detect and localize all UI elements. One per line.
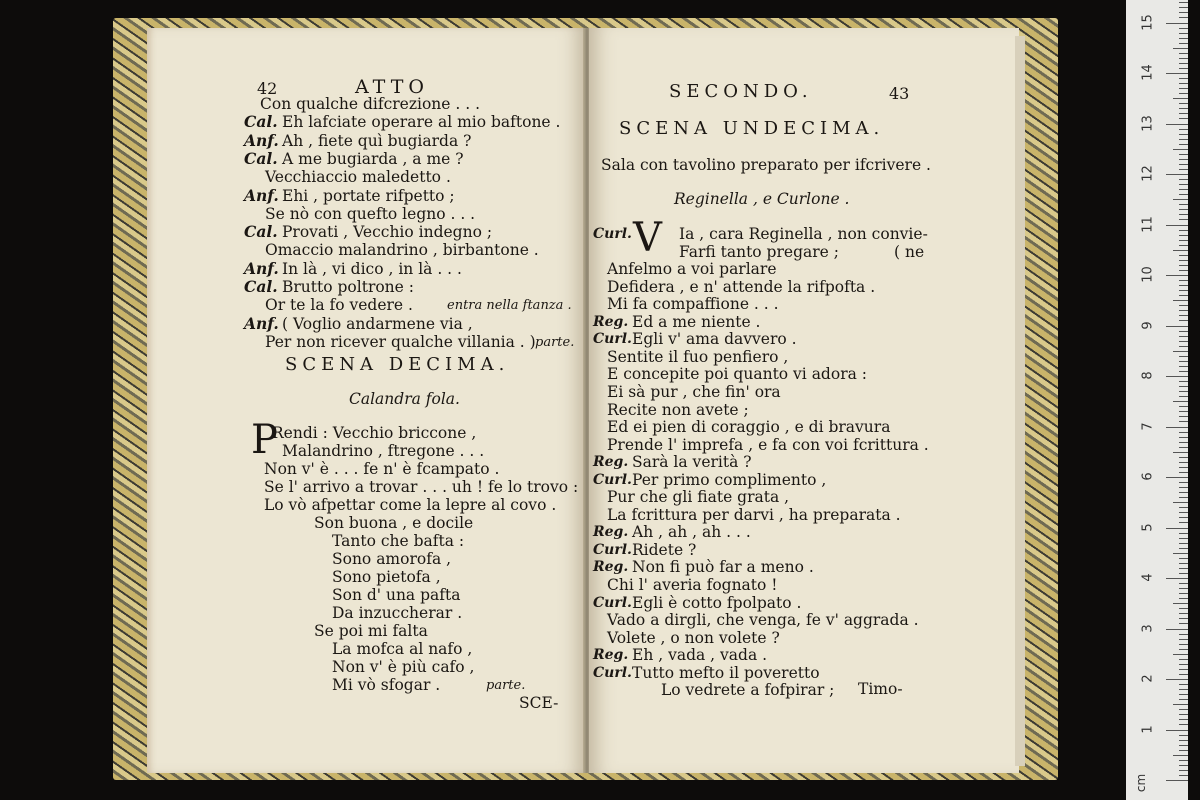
stage-direction: parte.	[486, 678, 526, 693]
dialogue-line: In là , vi dico , in là . . .	[282, 259, 462, 278]
ruler-tick	[1179, 750, 1188, 751]
ruler-tick	[1179, 159, 1188, 160]
scene-title: SCENA DECIMA.	[285, 354, 510, 375]
ruler-tick	[1179, 295, 1188, 296]
ruler-tick	[1179, 437, 1188, 438]
ruler-tick	[1179, 194, 1188, 195]
ruler-tick	[1179, 482, 1188, 483]
verse-line: Son buona , e docile	[314, 514, 474, 532]
ruler-tick	[1166, 225, 1188, 226]
ruler-tick	[1173, 149, 1188, 150]
ruler-tick	[1179, 543, 1188, 544]
ruler-tick	[1179, 432, 1188, 433]
ruler-number: 12	[1140, 165, 1156, 182]
stage-direction: entra nella ftanza .	[447, 298, 572, 314]
dialogue-line: Vado a dirgli, che venga, fe v' aggrada .	[607, 611, 919, 630]
ruler-tick	[1173, 755, 1188, 756]
ruler-tick	[1179, 129, 1188, 130]
scene-title: SCENA UNDECIMA.	[619, 118, 885, 139]
ruler-tick	[1179, 558, 1188, 559]
ruler-tick	[1166, 780, 1188, 781]
drop-capital: P	[251, 417, 278, 463]
dialogue-line: Vecchiaccio maledetto .	[265, 168, 451, 187]
ruler-tick	[1179, 336, 1188, 337]
ruler-tick	[1179, 740, 1188, 741]
ruler-tick	[1179, 219, 1188, 220]
dialogue-line: ( Voglio andarmene via ,	[282, 314, 473, 333]
dialogue-line: A me bugiarda , a me ?	[282, 149, 464, 168]
ruler-tick	[1179, 7, 1188, 8]
dialogue-line: Brutto poltrone :	[282, 278, 414, 296]
ruler-number: 5	[1140, 522, 1156, 532]
ruler-number: 14	[1140, 64, 1156, 81]
stage-direction: parte.	[535, 334, 575, 350]
dialogue-line: Omaccio malandrino , birbantone .	[265, 241, 539, 260]
catchword: Timo-	[858, 680, 903, 698]
ruler-tick	[1179, 12, 1188, 13]
ruler-tick	[1179, 108, 1188, 109]
ruler-tick	[1179, 53, 1188, 54]
page-number: 43	[889, 84, 910, 103]
dialogue-line: Ed ei pien di coraggio , e di bravura	[607, 418, 891, 437]
ruler-tick	[1173, 199, 1188, 200]
ruler-tick	[1179, 134, 1188, 135]
dialogue-line: Ei sà pur , che fin' ora	[607, 382, 781, 401]
ruler-tick	[1179, 608, 1188, 609]
ruler-tick	[1179, 416, 1188, 417]
running-head: ATTO	[355, 76, 429, 98]
speaker-label: Curl.	[593, 226, 632, 242]
ruler-tick	[1179, 533, 1188, 534]
ruler-tick	[1179, 260, 1188, 261]
ruler-tick	[1179, 38, 1188, 39]
speaker-label: Reg.	[593, 454, 629, 471]
ruler-tick	[1179, 406, 1188, 407]
dialogue-line: Chi l' averia fognato !	[607, 576, 778, 594]
ruler-tick	[1179, 305, 1188, 306]
speaker-label: Anf.	[244, 258, 279, 278]
ruler-tick	[1179, 447, 1188, 448]
dialogue-line: Defidera , e n' attende la rifpofta .	[607, 277, 876, 296]
dialogue-line: Ah , fiete quì bugiarda ?	[282, 131, 472, 150]
ruler-tick	[1179, 396, 1188, 397]
ruler-number: 6	[1140, 472, 1156, 481]
speaker-label: Curl.	[593, 664, 632, 681]
ruler-tick	[1179, 265, 1188, 266]
ruler-tick	[1166, 477, 1188, 478]
verse-line: Sono amorofa ,	[332, 550, 452, 568]
dialogue-line: Con qualche difcrezione . . .	[260, 95, 481, 113]
scene-setting: Sala con tavolino preparato per ifcrivere .	[601, 156, 931, 174]
ruler-tick	[1173, 654, 1188, 655]
ruler-tick	[1179, 33, 1188, 34]
ruler-tick	[1179, 43, 1188, 44]
ruler-tick	[1166, 23, 1188, 24]
ruler-tick	[1179, 58, 1188, 59]
ruler-tick	[1179, 164, 1188, 165]
ruler-tick	[1166, 578, 1188, 579]
ruler-tick	[1179, 760, 1188, 761]
ruler-tick	[1179, 775, 1188, 776]
speaker-label: Curl.	[593, 594, 632, 611]
ruler-tick	[1179, 184, 1188, 185]
ruler-tick	[1179, 240, 1188, 241]
ruler-number: 15	[1140, 13, 1156, 31]
speaker-label: Cal.	[244, 148, 278, 168]
turnover-text: ( ne	[894, 242, 925, 261]
ruler-tick	[1179, 719, 1188, 720]
dialogue-line: Se nò con quefto legno . . .	[265, 204, 476, 223]
ruler-tick	[1179, 714, 1188, 715]
ruler-tick	[1179, 280, 1188, 281]
dialogue-line: Egli v' ama davvero .	[632, 330, 797, 349]
ruler-tick	[1179, 639, 1188, 640]
ruler-tick	[1179, 366, 1188, 367]
ruler-tick	[1179, 472, 1188, 473]
ruler-number: 11	[1140, 215, 1156, 233]
ruler-tick	[1166, 629, 1188, 630]
verse-line: Non v' è più cafo ,	[332, 658, 475, 676]
ruler-tick	[1179, 745, 1188, 746]
ruler-tick	[1179, 63, 1188, 64]
verse-line: Lo vò afpettar come la lepre al covo .	[264, 496, 557, 514]
ruler-tick	[1179, 179, 1188, 180]
verse-line: Mi vò sfogar .	[332, 676, 441, 694]
ruler-tick	[1179, 583, 1188, 584]
dialogue-line: Ridete ?	[632, 540, 697, 559]
ruler-tick	[1179, 492, 1188, 493]
ruler-tick	[1179, 83, 1188, 84]
dialogue-line: Mi fa compaffione . . .	[607, 295, 779, 314]
ruler-tick	[1179, 113, 1188, 114]
ruler-tick	[1179, 588, 1188, 589]
ruler-number: 3	[1140, 623, 1156, 633]
ruler-tick	[1179, 618, 1188, 619]
ruler-tick	[1179, 93, 1188, 94]
ruler-tick	[1179, 497, 1188, 498]
ruler-tick	[1179, 421, 1188, 422]
ruler-tick	[1179, 78, 1188, 79]
ruler-tick	[1179, 154, 1188, 155]
ruler-tick	[1173, 300, 1188, 301]
verse-line: Se poi mi falta	[314, 622, 428, 640]
dialogue-line: Ia , cara Reginella , non convie-	[679, 225, 928, 243]
ruler-tick	[1166, 376, 1188, 377]
ruler-tick	[1166, 174, 1188, 175]
ruler-tick	[1179, 411, 1188, 412]
ruler-tick	[1179, 290, 1188, 291]
ruler-tick	[1179, 310, 1188, 311]
ruler-tick	[1179, 664, 1188, 665]
ruler-number: 8	[1140, 371, 1156, 380]
verse-line: Da inzuccherar .	[332, 604, 463, 622]
dialogue-line: Egli è cotto fpolpato .	[632, 593, 802, 612]
ruler-tick	[1173, 98, 1188, 99]
ruler-tick	[1179, 381, 1188, 382]
ruler-number: 10	[1140, 266, 1156, 283]
ruler-tick	[1179, 209, 1188, 210]
ruler-tick	[1179, 189, 1188, 190]
dialogue-line: Sarà la verità ?	[632, 453, 752, 472]
ruler-tick	[1173, 351, 1188, 352]
ruler-tick	[1179, 649, 1188, 650]
speaker-label: Reg.	[593, 313, 629, 330]
ruler-tick	[1179, 735, 1188, 736]
ruler-tick	[1179, 103, 1188, 104]
ruler-tick	[1166, 275, 1188, 276]
ruler-tick	[1179, 462, 1188, 463]
ruler-tick	[1179, 512, 1188, 513]
verse-line: Malandrino , ftregone . . .	[282, 442, 485, 460]
speaker-label: Cal.	[244, 277, 278, 296]
ruler-tick	[1179, 674, 1188, 675]
right-page	[589, 28, 1019, 773]
verse-line: Son d' una pafta	[332, 586, 461, 604]
ruler-number: 1	[1140, 724, 1156, 734]
ruler-tick	[1173, 603, 1188, 604]
speaker-label: Reg.	[593, 524, 629, 541]
dialogue-line: Prende l' imprefa , e fa con voi fcrittura .	[607, 435, 929, 454]
ruler-tick	[1179, 214, 1188, 215]
dialogue-line: La fcrittura per darvi , ha preparata .	[607, 505, 901, 524]
ruler-tick	[1179, 613, 1188, 614]
ruler-tick	[1179, 331, 1188, 332]
ruler-tick	[1173, 401, 1188, 402]
speaker-label: Curl.	[593, 331, 632, 348]
dialogue-line: Recite non avete ;	[607, 400, 749, 419]
speaker-label: Curl.	[593, 541, 632, 558]
ruler-tick	[1179, 563, 1188, 564]
ruler-tick	[1179, 724, 1188, 725]
ruler-tick	[1179, 634, 1188, 635]
ruler-number: 13	[1140, 114, 1156, 132]
ruler-tick	[1179, 320, 1188, 321]
ruler-tick	[1179, 139, 1188, 140]
ruler-tick	[1179, 28, 1188, 29]
ruler-tick	[1179, 699, 1188, 700]
ruler-tick	[1179, 538, 1188, 539]
ruler-tick	[1179, 573, 1188, 574]
dialogue-line: Per non ricever qualche villania . )	[265, 332, 536, 351]
ruler-tick	[1179, 487, 1188, 488]
dialogue-line: Eh lafciate operare al mio baftone .	[282, 113, 561, 132]
ruler-tick	[1166, 730, 1188, 731]
dialogue-line: Provati , Vecchio indegno ;	[282, 223, 493, 242]
dialogue-line: Ehi , portate rifpetto ;	[282, 186, 455, 205]
measuring-ruler	[1126, 0, 1188, 800]
verse-line: Non v' è . . . fe n' è fcampato .	[264, 460, 500, 478]
ruler-tick	[1179, 598, 1188, 599]
ruler-tick	[1179, 88, 1188, 89]
ruler-tick	[1179, 245, 1188, 246]
ruler-tick	[1166, 679, 1188, 680]
ruler-tick	[1173, 250, 1188, 251]
verse-line: Tanto che bafta :	[332, 532, 465, 550]
ruler-tick	[1179, 356, 1188, 357]
ruler-tick	[1179, 689, 1188, 690]
ruler-tick	[1166, 528, 1188, 529]
speaker-label: Reg.	[593, 647, 629, 664]
drop-capital: V	[633, 215, 662, 261]
dialogue-line: Non fi può far a meno .	[632, 558, 814, 577]
ruler-tick	[1179, 230, 1188, 231]
ruler-tick	[1179, 371, 1188, 372]
ruler-tick	[1179, 623, 1188, 624]
ruler-tick	[1179, 548, 1188, 549]
ruler-tick	[1179, 593, 1188, 594]
ruler-tick	[1166, 427, 1188, 428]
ruler-tick	[1173, 48, 1188, 49]
ruler-tick	[1179, 386, 1188, 387]
ruler-tick	[1179, 709, 1188, 710]
ruler-tick	[1179, 765, 1188, 766]
speaker-label: Cal.	[244, 222, 278, 242]
verse-line: Se l' arrivo a trovar . . . uh ! fe lo trovo :	[264, 478, 579, 496]
ruler-tick	[1173, 452, 1188, 453]
speaker-label: Anf.	[244, 130, 279, 150]
speaker-label: Cal.	[244, 112, 278, 132]
ruler-tick	[1173, 704, 1188, 705]
verse-line: Rendi : Vecchio briccone ,	[272, 424, 477, 442]
dialogue-line: E concepite poi quanto vi adora :	[607, 365, 867, 384]
ruler-tick	[1179, 442, 1188, 443]
scene-characters: Reginella , e Curlone .	[674, 190, 850, 208]
ruler-tick	[1179, 255, 1188, 256]
ruler-tick	[1166, 73, 1188, 74]
ruler-tick	[1179, 315, 1188, 316]
ruler-tick	[1179, 144, 1188, 145]
dialogue-line: Ed a me niente .	[632, 312, 761, 331]
ruler-tick	[1179, 770, 1188, 771]
ruler-tick	[1179, 118, 1188, 119]
speaker-label: Anf.	[244, 313, 279, 333]
speaker-label: Curl.	[593, 471, 632, 488]
ruler-number: 4	[1140, 573, 1156, 582]
ruler-tick	[1179, 659, 1188, 660]
ruler-tick	[1179, 285, 1188, 286]
ruler-unit: cm	[1134, 773, 1149, 793]
left-page	[147, 28, 585, 773]
ruler-tick	[1179, 507, 1188, 508]
scene-subtitle: Calandra fola.	[349, 390, 460, 408]
ruler-tick	[1179, 694, 1188, 695]
ruler-tick	[1179, 235, 1188, 236]
ruler-tick	[1179, 517, 1188, 518]
ruler-tick	[1179, 361, 1188, 362]
dialogue-line: Volete , o non volete ?	[607, 628, 780, 647]
ruler-number: 9	[1140, 320, 1156, 330]
page-edges	[1015, 36, 1025, 766]
dialogue-line: Anfelmo a voi parlare	[607, 260, 777, 279]
ruler-tick	[1179, 346, 1188, 347]
ruler-tick	[1179, 2, 1188, 3]
catchword: SCE-	[519, 694, 559, 712]
dialogue-line: Ah , ah , ah . . .	[632, 523, 751, 542]
speaker-label: Anf.	[244, 185, 279, 205]
speaker-label: Reg.	[593, 559, 629, 576]
ruler-tick	[1179, 684, 1188, 685]
verse-line: Sono pietofa ,	[332, 568, 441, 586]
ruler-tick	[1166, 124, 1188, 125]
ruler-tick	[1179, 457, 1188, 458]
page-number: 42	[257, 79, 278, 98]
ruler-tick	[1179, 270, 1188, 271]
ruler-tick	[1179, 341, 1188, 342]
ruler-tick	[1179, 169, 1188, 170]
ruler-number: 7	[1140, 421, 1156, 431]
ruler-tick	[1179, 522, 1188, 523]
ruler-tick	[1173, 553, 1188, 554]
ruler-tick	[1179, 391, 1188, 392]
running-head: SECONDO.	[669, 81, 813, 102]
dialogue-line: Lo vedrete a fofpirar ;	[661, 681, 835, 700]
ruler-number: 2	[1140, 674, 1156, 683]
ruler-tick	[1179, 669, 1188, 670]
ruler-tick	[1166, 326, 1188, 327]
dialogue-line: Eh , vada , vada .	[632, 646, 768, 665]
verse-line: La mofca al nafo ,	[332, 640, 473, 658]
ruler-tick	[1179, 68, 1188, 69]
ruler-tick	[1173, 502, 1188, 503]
dialogue-line: Farfi tanto pregare ;	[679, 242, 839, 261]
ruler-tick	[1179, 467, 1188, 468]
dialogue-line: Sentite il fuo penfiero ,	[607, 347, 789, 366]
ruler-tick	[1179, 204, 1188, 205]
ruler-tick	[1179, 17, 1188, 18]
dialogue-line: Pur che gli fiate grata ,	[607, 488, 790, 507]
ruler-tick	[1179, 568, 1188, 569]
dialogue-line: Or te la fo vedere .	[265, 296, 413, 315]
ruler-tick	[1179, 644, 1188, 645]
dialogue-line: Tutto mefto il poveretto	[632, 663, 820, 682]
dialogue-line: Per primo complimento ,	[632, 470, 827, 489]
